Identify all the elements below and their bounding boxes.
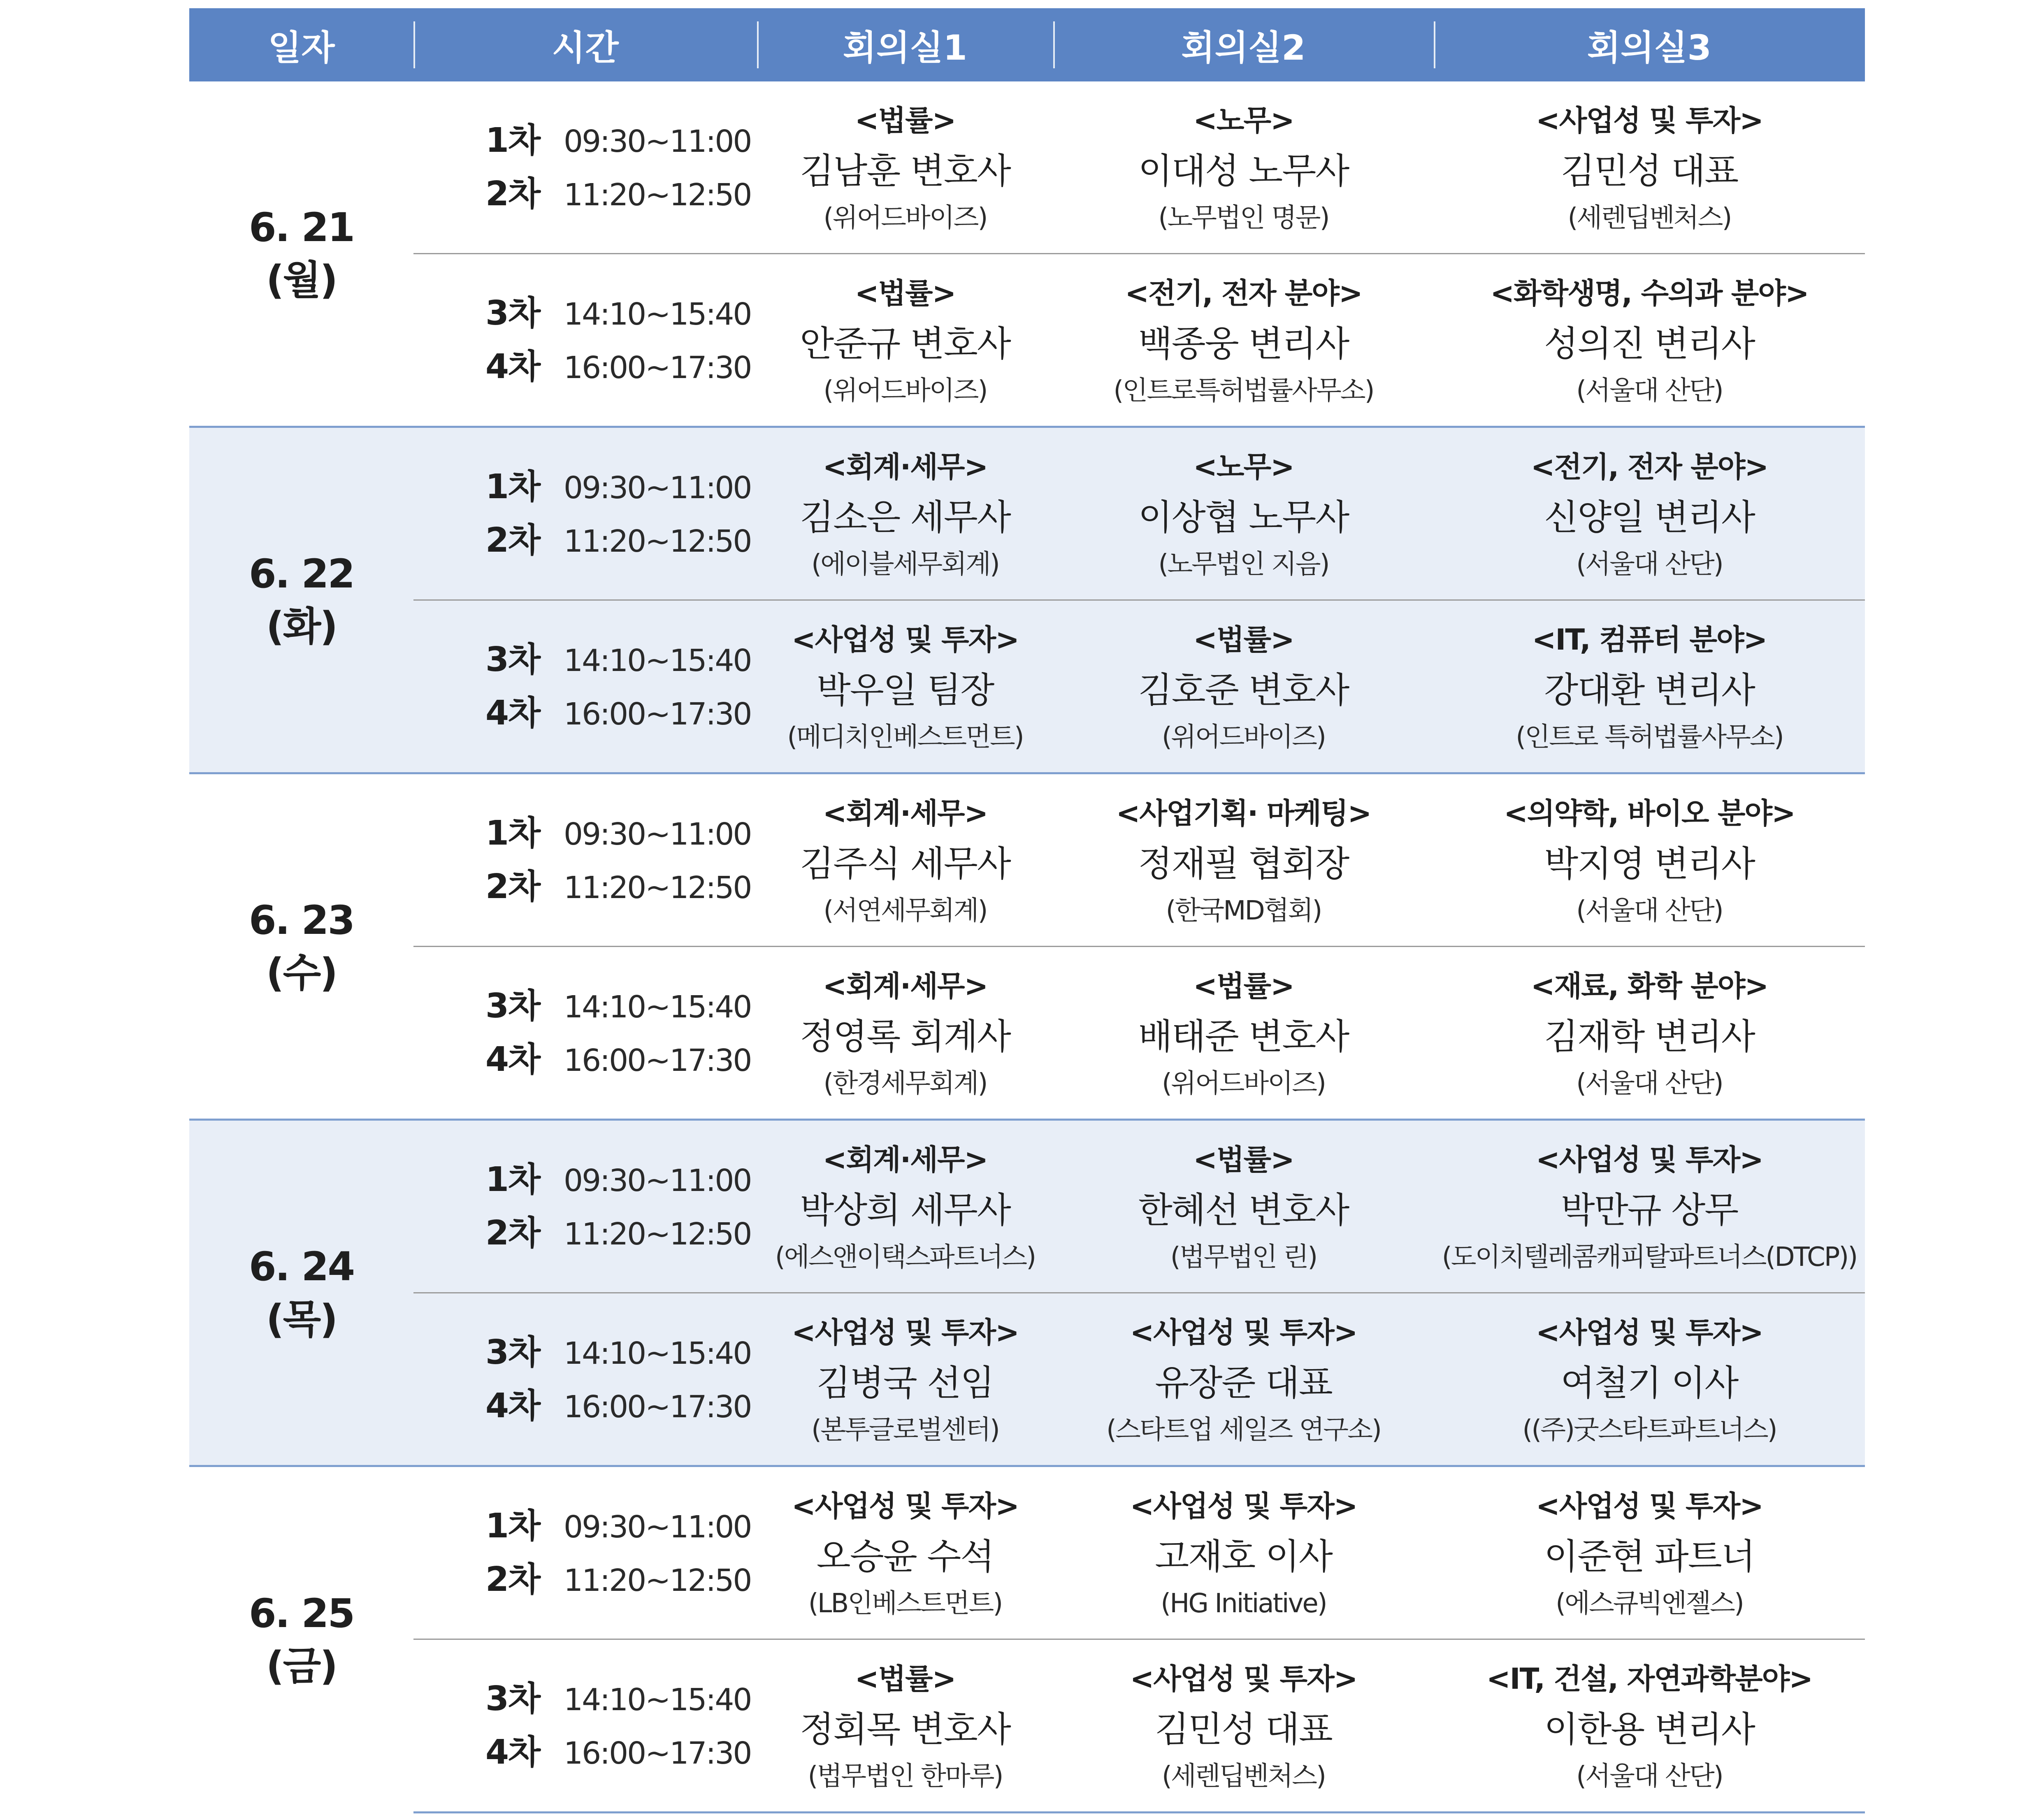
- room-1-cell: [757, 773, 1053, 947]
- table-body: [189, 81, 1865, 1813]
- session-time: [485, 807, 757, 860]
- room-1-cell: [757, 1293, 1053, 1466]
- consultant-organization: (위어드바이즈): [823, 375, 987, 406]
- consultant-name: 김주식 세무사: [800, 843, 1010, 884]
- consultant-name: 김남훈 변호사: [800, 150, 1010, 192]
- consultant-name: 한혜선 변호사: [1138, 1189, 1349, 1231]
- room-1-cell: [757, 81, 1053, 254]
- consultant-organization: (서울대 산단): [1576, 1761, 1723, 1792]
- session-hours: 09:30~11:00: [564, 816, 751, 852]
- session-number: 1차: [485, 1506, 540, 1546]
- session-number: 4차: [485, 1732, 540, 1772]
- consult-category: <의약학, 바이오 분야>: [1504, 796, 1795, 830]
- consult-category: <법률>: [1193, 1142, 1294, 1177]
- consultant-name: 배태준 변호사: [1138, 1016, 1349, 1057]
- consultant-name: 김호준 변호사: [1138, 669, 1349, 711]
- room-3-cell: [1434, 1120, 1865, 1293]
- room-2-cell: [1053, 1120, 1434, 1293]
- session-time: [485, 340, 757, 394]
- consultant-name: 김병국 선임: [816, 1362, 994, 1404]
- day-weekday: (화): [266, 603, 337, 650]
- consultant-name: 김민성 대표: [1560, 150, 1738, 192]
- session-number: 4차: [485, 347, 540, 386]
- room-2-cell: [1053, 427, 1434, 600]
- consult-category: <전기, 전자 분야>: [1530, 450, 1768, 484]
- session-hours: 09:30~11:00: [564, 123, 751, 159]
- room-3-cell: [1434, 81, 1865, 254]
- session-hours: 11:20~12:50: [564, 1216, 751, 1252]
- consultant-organization: (한경세무회계): [823, 1068, 987, 1099]
- consult-category: <사업성 및 투자>: [1130, 1315, 1357, 1349]
- room-3-cell: [1434, 1293, 1865, 1466]
- session-time: [485, 687, 757, 740]
- consultant-organization: (서울대 산단): [1576, 375, 1723, 406]
- consultant-name: 김민성 대표: [1155, 1709, 1332, 1750]
- session-hours: 16:00~17:30: [564, 1042, 751, 1078]
- session-time: [485, 980, 757, 1033]
- schedule-row: [189, 1466, 1865, 1639]
- consultant-name: 성의진 변리사: [1544, 323, 1755, 364]
- consult-category: <회계·세무>: [822, 1142, 988, 1177]
- consultant-name: 여철기 이사: [1560, 1362, 1738, 1404]
- day-cell: [189, 1466, 413, 1813]
- time-cell: [413, 427, 757, 600]
- time-cell: [413, 1639, 757, 1813]
- consult-category: <법률>: [1193, 622, 1294, 657]
- session-time: [485, 1379, 757, 1433]
- session-time: [485, 1207, 757, 1260]
- room-2-cell: [1053, 1639, 1434, 1813]
- consultant-organization: (위어드바이즈): [823, 202, 987, 233]
- day-date: 6. 23: [248, 897, 354, 943]
- session-hours: 14:10~15:40: [564, 989, 751, 1025]
- consultant-organization: (에스앤이택스파트너스): [775, 1242, 1036, 1272]
- consultant-organization: (노무법인 명문): [1158, 202, 1329, 233]
- consultant-organization: (스타트업 세일즈 연구소): [1106, 1414, 1381, 1445]
- session-time: [485, 1033, 757, 1086]
- consultant-organization: (서울대 산단): [1576, 549, 1723, 580]
- room-2-cell: [1053, 1293, 1434, 1466]
- consultant-organization: (LB인베스트먼트): [808, 1588, 1002, 1619]
- room-1-cell: [757, 600, 1053, 773]
- session-time: [485, 860, 757, 914]
- consult-category: <재료, 화학 분야>: [1530, 969, 1768, 1003]
- session-time: [485, 287, 757, 340]
- consultant-organization: (서울대 산단): [1576, 1068, 1723, 1099]
- consultant-name: 이대성 노무사: [1138, 150, 1349, 192]
- room-3-cell: [1434, 773, 1865, 947]
- consultant-name: 김소은 세무사: [800, 497, 1010, 538]
- room-1-cell: [757, 1120, 1053, 1293]
- consult-category: <사업성 및 투자>: [1130, 1662, 1357, 1696]
- consult-category: <사업성 및 투자>: [1130, 1489, 1357, 1523]
- schedule-row: [189, 1120, 1865, 1293]
- room-2-cell: [1053, 773, 1434, 947]
- consultant-name: 박상희 세무사: [800, 1189, 1010, 1231]
- room-3-cell: [1434, 254, 1865, 427]
- consult-category: <사업성 및 투자>: [1536, 1142, 1763, 1177]
- session-time: [485, 1726, 757, 1779]
- consult-category: <회계·세무>: [822, 969, 988, 1003]
- session-hours: 11:20~12:50: [564, 523, 751, 559]
- schedule-row: [189, 1293, 1865, 1466]
- consultant-name: 이준현 파트너: [1544, 1536, 1755, 1577]
- session-number: 1차: [485, 467, 540, 506]
- room-2-cell: [1053, 254, 1434, 427]
- session-number: 4차: [485, 693, 540, 733]
- session-number: 3차: [485, 293, 540, 333]
- schedule-row: [189, 600, 1865, 773]
- day-date: 6. 21: [248, 204, 354, 251]
- consultant-name: 오승윤 수석: [816, 1536, 994, 1577]
- consulting-schedule-table: [189, 8, 1865, 1813]
- day-cell: [189, 1120, 413, 1466]
- room-3-cell: [1434, 427, 1865, 600]
- session-number: 3차: [485, 1679, 540, 1718]
- session-number: 3차: [485, 1332, 540, 1372]
- consultant-organization: (법무법인 한마루): [808, 1761, 1003, 1792]
- session-time: [485, 1500, 757, 1553]
- consultant-name: 강대환 변리사: [1544, 669, 1755, 711]
- time-cell: [413, 773, 757, 947]
- consult-category: <사업성 및 투자>: [792, 1315, 1019, 1349]
- consultant-organization: (서연세무회계): [823, 895, 987, 926]
- session-number: 1차: [485, 1160, 540, 1199]
- consult-category: <사업성 및 투자>: [792, 1489, 1019, 1523]
- session-number: 1차: [485, 121, 540, 160]
- consultant-name: 박만규 상무: [1560, 1189, 1738, 1231]
- consult-category: <사업성 및 투자>: [1536, 1315, 1763, 1349]
- room-2-cell: [1053, 947, 1434, 1120]
- consultant-organization: (본투글로벌센터): [811, 1414, 999, 1445]
- room-1-cell: [757, 1639, 1053, 1813]
- session-time: [485, 167, 757, 221]
- room-3-cell: [1434, 1466, 1865, 1639]
- consultant-organization: (인트로특허법률사무소): [1113, 375, 1374, 406]
- schedule-row: [189, 81, 1865, 254]
- session-time: [485, 460, 757, 514]
- session-time: [485, 114, 757, 167]
- schedule-row: [189, 947, 1865, 1120]
- consult-category: <사업기획· 마케팅>: [1116, 796, 1371, 830]
- session-hours: 14:10~15:40: [564, 296, 751, 332]
- consultant-organization: (법무법인 린): [1170, 1242, 1317, 1272]
- consultant-organization: (에이블세무회계): [811, 549, 999, 580]
- consultant-organization: (인트로 특허법률사무소): [1516, 722, 1783, 752]
- consultant-name: 이상협 노무사: [1138, 497, 1349, 538]
- schedule-row: [189, 427, 1865, 600]
- day-date: 6. 24: [248, 1243, 354, 1290]
- table-header: [189, 8, 1865, 81]
- session-hours: 11:20~12:50: [564, 1562, 751, 1598]
- session-number: 3차: [485, 986, 540, 1026]
- session-number: 1차: [485, 813, 540, 853]
- consult-category: <법률>: [854, 276, 956, 310]
- session-hours: 16:00~17:30: [564, 350, 751, 385]
- time-cell: [413, 600, 757, 773]
- consult-category: <IT, 컴퓨터 분야>: [1532, 622, 1767, 657]
- room-1-cell: [757, 254, 1053, 427]
- consultant-name: 이한용 변리사: [1544, 1709, 1755, 1750]
- consult-category: <전기, 전자 분야>: [1125, 276, 1362, 310]
- consultant-organization: (위어드바이즈): [1162, 1068, 1325, 1099]
- consultant-name: 정재필 협회장: [1138, 843, 1349, 884]
- schedule-row: [189, 773, 1865, 947]
- room-2-cell: [1053, 81, 1434, 254]
- room-1-cell: [757, 1466, 1053, 1639]
- consult-category: <사업성 및 투자>: [1536, 1489, 1763, 1523]
- time-cell: [413, 1120, 757, 1293]
- consultant-organization: (HG Initiative): [1161, 1588, 1326, 1619]
- consultant-name: 박우일 팀장: [816, 669, 994, 711]
- session-number: 4차: [485, 1040, 540, 1079]
- header-room-3: 회의실3: [1434, 8, 1865, 81]
- session-hours: 16:00~17:30: [564, 1389, 751, 1425]
- consultant-name: 김재학 변리사: [1544, 1016, 1755, 1057]
- session-time: [485, 1153, 757, 1207]
- consultant-organization: (세렌딥벤처스): [1162, 1761, 1325, 1792]
- consult-category: <IT, 건설, 자연과학분야>: [1486, 1662, 1812, 1696]
- session-hours: 16:00~17:30: [564, 696, 751, 732]
- day-date: 6. 22: [248, 550, 354, 597]
- consultant-organization: (에스큐빅엔젤스): [1556, 1588, 1743, 1619]
- room-2-cell: [1053, 1466, 1434, 1639]
- consultant-name: 박지영 변리사: [1544, 843, 1755, 884]
- session-hours: 11:20~12:50: [564, 177, 751, 213]
- consultant-organization: (서울대 산단): [1576, 895, 1723, 926]
- consult-category: <사업성 및 투자>: [792, 622, 1019, 657]
- consultant-name: 백종웅 변리사: [1138, 323, 1349, 364]
- day-weekday: (월): [266, 257, 337, 303]
- schedule-row: [189, 254, 1865, 427]
- consultant-organization: (세렌딥벤처스): [1567, 202, 1731, 233]
- header-row: [189, 8, 1865, 81]
- room-1-cell: [757, 427, 1053, 600]
- consultant-organization: (메디치인베스트먼트): [787, 722, 1023, 752]
- time-cell: [413, 1466, 757, 1639]
- consult-category: <노무>: [1193, 103, 1294, 137]
- consult-category: <화학생명, 수의과 분야>: [1490, 276, 1809, 310]
- consultant-name: 유장준 대표: [1155, 1362, 1332, 1404]
- room-3-cell: [1434, 1639, 1865, 1813]
- consultant-name: 고재호 이사: [1155, 1536, 1332, 1577]
- day-cell: [189, 773, 413, 1120]
- consultant-name: 정영록 회계사: [800, 1016, 1010, 1057]
- day-cell: [189, 81, 413, 427]
- session-hours: 11:20~12:50: [564, 870, 751, 905]
- room-3-cell: [1434, 947, 1865, 1120]
- session-number: 2차: [485, 1213, 540, 1253]
- session-number: 2차: [485, 174, 540, 214]
- consult-category: <법률>: [854, 103, 956, 137]
- consult-category: <법률>: [1193, 969, 1294, 1003]
- header-room-1: 회의실1: [757, 8, 1053, 81]
- session-number: 2차: [485, 520, 540, 560]
- session-time: [485, 1672, 757, 1726]
- header-time: 시간: [413, 8, 757, 81]
- header-room-2: 회의실2: [1053, 8, 1434, 81]
- session-number: 2차: [485, 867, 540, 906]
- consultant-name: 신양일 변리사: [1544, 497, 1755, 538]
- consultant-organization: (도이치텔레콤캐피탈파트너스(DTCP)): [1442, 1242, 1857, 1272]
- day-cell: [189, 427, 413, 773]
- consultant-organization: (노무법인 지음): [1158, 549, 1329, 580]
- time-cell: [413, 947, 757, 1120]
- consultant-name: 정회목 변호사: [800, 1709, 1010, 1750]
- schedule-row: [189, 1639, 1865, 1813]
- consult-category: <법률>: [854, 1662, 956, 1696]
- time-cell: [413, 81, 757, 254]
- day-weekday: (목): [266, 1296, 337, 1342]
- consultant-organization: (한국MD협회): [1166, 895, 1321, 926]
- day-date: 6. 25: [248, 1590, 354, 1637]
- session-number: 3차: [485, 640, 540, 679]
- consultant-name: 안준규 변호사: [800, 323, 1010, 364]
- session-hours: 09:30~11:00: [564, 1163, 751, 1198]
- room-1-cell: [757, 947, 1053, 1120]
- consult-category: <회계·세무>: [822, 796, 988, 830]
- consultant-organization: ((주)굿스타트파트너스): [1522, 1414, 1776, 1445]
- session-hours: 14:10~15:40: [564, 1682, 751, 1718]
- session-hours: 09:30~11:00: [564, 470, 751, 506]
- consultant-organization: (위어드바이즈): [1162, 722, 1325, 752]
- session-number: 2차: [485, 1560, 540, 1599]
- header-date: 일자: [189, 8, 413, 81]
- session-time: [485, 1553, 757, 1606]
- time-cell: [413, 1293, 757, 1466]
- session-time: [485, 633, 757, 687]
- session-number: 4차: [485, 1386, 540, 1425]
- session-time: [485, 1326, 757, 1379]
- session-hours: 09:30~11:00: [564, 1509, 751, 1545]
- session-hours: 14:10~15:40: [564, 1335, 751, 1371]
- consult-category: <사업성 및 투자>: [1536, 103, 1763, 137]
- time-cell: [413, 254, 757, 427]
- room-2-cell: [1053, 600, 1434, 773]
- consult-category: <회계·세무>: [822, 450, 988, 484]
- consult-category: <노무>: [1193, 450, 1294, 484]
- session-time: [485, 514, 757, 567]
- day-weekday: (금): [266, 1643, 337, 1689]
- room-3-cell: [1434, 600, 1865, 773]
- session-hours: 16:00~17:30: [564, 1735, 751, 1771]
- session-hours: 14:10~15:40: [564, 643, 751, 678]
- day-weekday: (수): [266, 949, 337, 996]
